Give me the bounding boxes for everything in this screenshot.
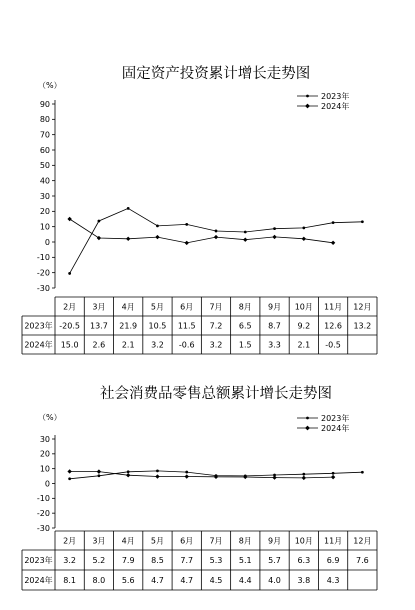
y-tick-label: 90 (39, 99, 50, 109)
chart-title: 固定资产投资累计增长走势图 (121, 66, 311, 82)
data-point-2023 (68, 272, 71, 275)
y-tick-label: 30 (39, 191, 50, 201)
table-header-cell: 11月 (323, 302, 343, 312)
y-tick-label: -20 (36, 268, 50, 278)
table-value-cell: 5.3 (209, 556, 223, 565)
data-point-2024 (67, 217, 71, 221)
data-point-2023 (98, 220, 101, 223)
table-value-cell: 8.5 (151, 556, 164, 565)
table-value-cell: 3.8 (297, 576, 311, 585)
chart-fixed-asset-investment (22, 64, 377, 354)
table-header-cell: 12月 (353, 536, 372, 546)
data-point-2024 (97, 236, 101, 240)
table-header-cell: 6月 (180, 536, 194, 546)
data-point-2024 (67, 469, 71, 473)
y-tick-label: 30 (39, 434, 50, 444)
y-tick-label: 70 (39, 130, 50, 140)
data-point-2024 (155, 235, 159, 239)
table-value-cell: 7.9 (121, 556, 135, 565)
data-point-2024 (243, 475, 247, 479)
table-value-cell: 8.0 (92, 576, 106, 585)
series-lines (67, 469, 363, 480)
table-header-cell: 10月 (294, 536, 313, 546)
y-tick-label: 60 (39, 145, 50, 155)
data-point-2023 (215, 230, 218, 233)
table-header-cell: 2月 (63, 536, 77, 546)
y-tick-label: -10 (36, 494, 50, 504)
legend-marker-2024 (305, 104, 310, 109)
table-value-cell: 21.9 (119, 321, 138, 331)
table-row-label: 2024年 (24, 576, 53, 585)
data-point-2024 (243, 238, 247, 242)
table-value-cell: 5.2 (92, 556, 106, 565)
y-axis (37, 100, 55, 293)
table-value-cell: 6.3 (297, 556, 311, 565)
data-point-2023 (361, 471, 364, 474)
y-unit-label: （%） (38, 413, 62, 422)
legend-label-2024: 2024年 (321, 102, 350, 111)
y-tick-label: 0 (44, 479, 50, 489)
table-header-cell: 4月 (121, 302, 135, 312)
table-value-cell: -0.6 (178, 340, 195, 350)
table-value-cell: -0.5 (325, 340, 341, 350)
y-tick-label: 50 (39, 161, 50, 171)
y-unit-label: （%） (38, 81, 62, 90)
y-tick-label: 80 (39, 115, 50, 125)
data-point-2024 (272, 235, 276, 239)
table-value-cell: 5.7 (268, 556, 281, 565)
y-tick-label: -20 (36, 508, 50, 518)
table-value-cell: 13.7 (90, 321, 108, 331)
table-value-cell: 7.2 (209, 321, 223, 331)
table-value-cell: 4.4 (238, 576, 252, 585)
table-value-cell: 12.6 (324, 321, 342, 331)
data-point-2024 (185, 474, 189, 478)
table-header-cell: 9月 (267, 302, 282, 312)
table-value-cell: 5.6 (121, 576, 135, 585)
y-tick-label: 10 (39, 222, 50, 232)
y-tick-label: 20 (39, 207, 50, 217)
data-point-2024 (97, 469, 101, 473)
series-line-2024 (70, 219, 334, 243)
table-value-cell: 2.1 (297, 340, 311, 350)
table-header-cell: 6月 (180, 302, 194, 312)
table-value-cell: 3.2 (151, 340, 164, 350)
table-value-cell: 10.5 (148, 321, 167, 331)
data-point-2024 (331, 241, 335, 245)
table-header-cell: 12月 (353, 302, 372, 312)
table-header-cell: 4月 (121, 536, 135, 546)
table-value-cell: 2.1 (121, 340, 135, 350)
data-point-2023 (361, 220, 364, 223)
table-value-cell: 3.2 (209, 340, 223, 350)
data-point-2024 (126, 473, 130, 477)
table-header-cell: 8月 (238, 536, 252, 546)
legend-marker-2023 (306, 95, 309, 98)
table-header-cell: 7月 (209, 536, 223, 546)
data-point-2023 (273, 227, 276, 230)
data-point-2024 (185, 241, 189, 245)
y-tick-label: 0 (44, 237, 50, 247)
table-header-cell: 5月 (150, 536, 165, 546)
table-value-cell: 1.5 (238, 340, 252, 350)
legend-label-2023: 2023年 (321, 414, 350, 423)
table-row-label: 2023年 (24, 321, 53, 331)
table-value-cell: 7.7 (180, 556, 194, 565)
table-value-cell: -20.5 (59, 321, 80, 331)
legend-marker-2023 (306, 417, 309, 420)
table-header-cell: 11月 (323, 536, 343, 546)
data-point-2023 (244, 231, 247, 234)
data-point-2023 (156, 225, 159, 228)
table-value-cell: 7.6 (355, 556, 369, 565)
chart-retail-sales (22, 384, 377, 590)
table-header-cell: 3月 (92, 536, 106, 546)
data-point-2023 (302, 473, 305, 476)
y-axis (37, 435, 55, 533)
table-header-cell: 7月 (209, 302, 223, 312)
data-point-2023 (185, 471, 188, 474)
data-point-2023 (185, 223, 188, 226)
table-value-cell: 9.2 (297, 321, 311, 331)
table-value-cell: 4.0 (268, 576, 281, 585)
data-point-2023 (302, 226, 305, 229)
legend-label-2024: 2024年 (321, 424, 350, 433)
table-value-cell: 4.5 (209, 576, 223, 585)
table-value-cell: 8.1 (63, 576, 77, 585)
data-point-2023 (332, 221, 335, 224)
data-point-2023 (98, 474, 101, 477)
table-header-cell: 3月 (92, 302, 106, 312)
data-point-2024 (302, 476, 306, 480)
table-value-cell: 13.2 (353, 321, 372, 331)
data-point-2023 (127, 470, 130, 473)
table-value-cell: 5.1 (238, 556, 252, 565)
table-header-cell: 8月 (238, 302, 252, 312)
data-point-2023 (156, 469, 159, 472)
table-value-cell: 8.7 (268, 321, 281, 331)
data-point-2023 (68, 477, 71, 480)
table-row-label: 2024年 (24, 340, 53, 350)
data-point-2023 (332, 472, 335, 475)
legend (297, 413, 349, 433)
table-value-cell: 3.2 (63, 556, 77, 565)
table-header-cell: 5月 (150, 302, 165, 312)
table-header-cell: 2月 (63, 302, 77, 312)
data-point-2024 (155, 474, 159, 478)
y-tick-label: 40 (39, 176, 50, 186)
table-value-cell: 6.5 (238, 321, 252, 331)
table-value-cell: 4.3 (326, 576, 340, 585)
chart-title: 社会消费品零售总额累计增长走势图 (100, 386, 332, 402)
table-header-cell: 10月 (294, 302, 313, 312)
table-value-cell: 2.6 (92, 340, 106, 350)
table-value-cell: 11.5 (177, 321, 196, 331)
legend-marker-2024 (305, 426, 310, 431)
table-header-cell: 9月 (267, 536, 282, 546)
y-tick-label: 20 (39, 449, 50, 459)
data-point-2024 (331, 475, 335, 479)
data-point-2024 (302, 237, 306, 241)
data-table (22, 531, 377, 590)
table-value-cell: 3.3 (268, 340, 281, 350)
table-value-cell: 6.9 (326, 556, 340, 565)
y-tick-label: -30 (36, 283, 50, 293)
data-point-2023 (127, 207, 130, 210)
y-tick-label: -10 (36, 253, 50, 263)
table-value-cell: 15.0 (60, 340, 79, 350)
data-table (22, 297, 377, 354)
table-value-cell: 4.7 (151, 576, 164, 585)
legend (297, 91, 349, 111)
data-point-2024 (126, 237, 130, 241)
table-value-cell: 4.7 (180, 576, 194, 585)
data-point-2024 (214, 235, 218, 239)
legend-label-2023: 2023年 (321, 92, 350, 101)
y-tick-label: -30 (36, 523, 50, 533)
data-point-2024 (272, 475, 276, 479)
series-lines (67, 207, 363, 275)
table-row-label: 2023年 (24, 556, 53, 565)
y-tick-label: 10 (39, 464, 50, 474)
